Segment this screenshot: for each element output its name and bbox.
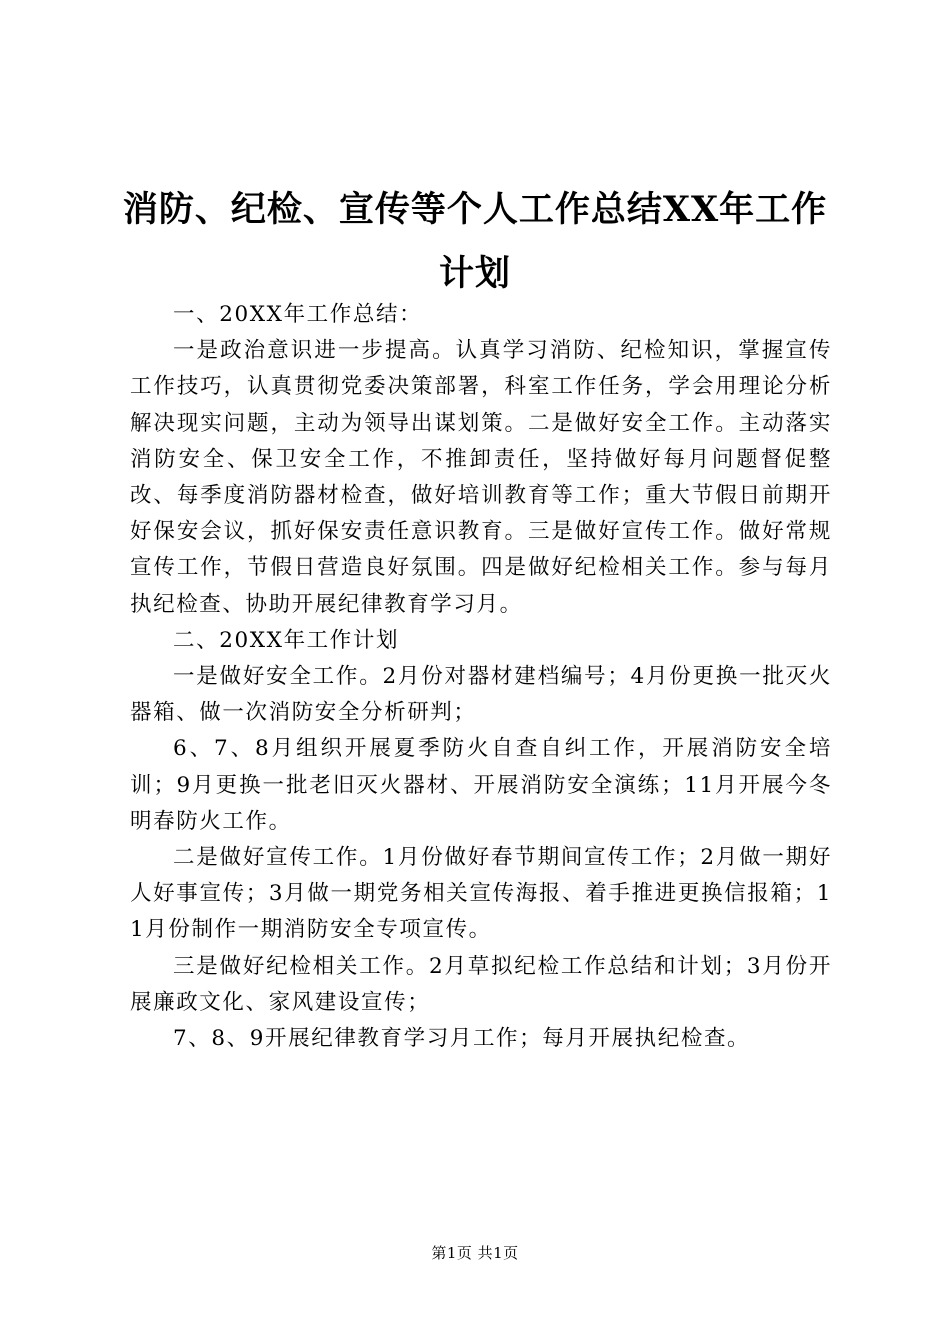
body-paragraph: 一是政治意识进一步提高。认真学习消防、纪检知识，掌握宣传工作技巧，认真贯彻党委决策部署，科室工作任务，学会用理论分析解决现实问题，主动为领导出谋划策。二是做好安全工作。主动落实消防安全、保卫安全工作，不推卸责任，坚持做好每月问题督促整改、每季度消防器材检查，做好培训教育等工作；重大节假日前期开好保安会议，抓好保安责任意识教育。三是做好宣传工作。做好常规宣传工作，节假日营造良好氛围。四是做好纪检相关工作。参与每月执纪检查、协助开展纪律教育学习月。 bbox=[130, 338, 832, 617]
body-paragraph: 6、7、8月组织开展夏季防火自查自纠工作，开展消防安全培训；9月更换一批老旧灭火器材、开展消防安全演练；11月开展今冬明春防火工作。 bbox=[130, 736, 832, 834]
body-paragraph: 7、8、9开展纪律教育学习月工作；每月开展执纪检查。 bbox=[173, 1026, 751, 1052]
body-paragraph: 一是做好安全工作。2月份对器材建档编号；4月份更换一批灭火器箱、做一次消防安全分析研判； bbox=[130, 664, 832, 726]
document-title bbox=[120, 178, 830, 306]
document-body bbox=[130, 297, 832, 1057]
section-heading-plan: 二、20XX年工作计划 bbox=[173, 627, 400, 653]
body-paragraph: 二是做好宣传工作。1月份做好春节期间宣传工作；2月做一期好人好事宣传；3月做一期党务相关宣传海报、着手推进更换信报箱；11月份制作一期消防安全专项宣传。 bbox=[130, 845, 832, 943]
title-line-2: 计划 bbox=[438, 253, 511, 294]
body-paragraph: 三是做好纪检相关工作。2月草拟纪检工作总结和计划；3月份开展廉政文化、家风建设宣传； bbox=[130, 953, 832, 1015]
page-footer: 第1页 共1页 bbox=[431, 1244, 519, 1262]
title-line-1: 消防、纪检、宣传等个人工作总结XX年工作 bbox=[122, 189, 828, 230]
section-heading-summary: 一、20XX年工作总结： bbox=[173, 302, 423, 327]
